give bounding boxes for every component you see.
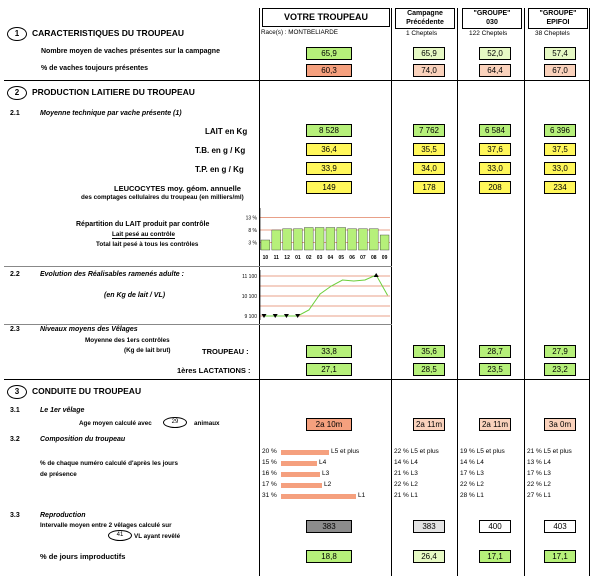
repartition-title: Répartition du LAIT produit par contrôle [76,221,210,228]
compo-groupe: 17 % L3 [460,470,484,477]
compo-votre-pct: 17 % [262,481,277,488]
line-ytick-label: 11 100 [242,274,257,280]
velages-sub1: Moyenne des 1ers contrôles [85,337,170,344]
evolution-point [387,295,388,296]
compo-votre-pct: 31 % [262,492,277,499]
header-groupe-epifoi-l2: EPIFOI [546,19,570,26]
header-groupe-030-cheptels: 122 Cheptels [469,30,508,37]
troupeau-label: TROUPEAU : [202,347,249,356]
evolution-line-chart [236,266,396,324]
compo-votre-label: L2 [324,481,332,488]
lactations-label: 1ères LACTATIONS : [177,366,251,375]
repro-groupe: 400 [479,520,511,533]
tb-groupe: 37,6 [479,143,511,156]
s1-row1-epifoi: 57,4 [544,47,576,60]
compo-bar [281,494,356,499]
compo-campagne: 22 % L5 et plus [394,448,439,455]
bar-xtick-label: 03 [316,255,323,261]
bar-xtick-label: 12 [284,255,290,261]
s3-2-number: 3.2 [10,436,20,443]
tp-groupe: 33,0 [479,162,511,175]
bar-mark [326,228,335,251]
compo-groupe: 28 % L1 [460,492,484,499]
s3-1-number: 3.1 [10,407,20,414]
compo-campagne: 14 % L4 [394,459,418,466]
troupeau-campagne: 35,6 [413,345,445,358]
tp-label: T.P. en g / Kg [195,165,244,174]
tb-epifoi: 37,5 [544,143,576,156]
bar-mark [337,228,346,251]
compo-groupe: 14 % L4 [460,459,484,466]
leuco-groupe: 208 [479,181,511,194]
s2-3-number: 2.3 [10,326,20,333]
compo-votre-label: L5 et plus [331,448,360,455]
evolution-title: Evolution des Réalisables ramenés adulte : [40,271,184,278]
compo-epifoi: 22 % L2 [527,481,551,488]
section-3-number: 3 [7,385,27,399]
section-1-number: 1 [7,27,27,41]
section-2-title: PRODUCTION LAITIERE DU TROUPEAU [32,87,195,97]
s2-2-number: 2.2 [10,271,20,278]
s1-row1-votre: 65,9 [306,47,352,60]
compo-epifoi: 21 % L5 et plus [527,448,572,455]
evolution-point [320,294,321,295]
bar-mark [369,229,378,250]
compo-bar [281,461,317,466]
bar-xtick-label: 06 [349,255,355,261]
age-count-oval: 29 [163,417,187,428]
header-campagne-l1: Campagne [407,10,443,17]
lactations-epifoi: 23,2 [544,363,576,376]
bar-mark [359,229,368,250]
bar-mark [272,230,281,250]
s1-row2-groupe: 64,4 [479,64,511,77]
lait-groupe: 6 584 [479,124,511,137]
velages-title: Niveaux moyens des Vêlages [40,326,138,333]
bar-xtick-label: 07 [360,255,366,261]
section-1-title: CARACTERISTIQUES DU TROUPEAU [32,28,185,38]
bar-xtick-label: 11 [273,255,279,261]
lait-epifoi: 6 396 [544,124,576,137]
compo-bar [281,472,320,477]
separator-3 [4,379,590,380]
leuco-campagne: 178 [413,181,445,194]
evolution-point [342,280,343,281]
repro-votre: 383 [306,520,352,533]
evolution-unit: (en Kg de lait / VL) [104,292,166,299]
troupeau-groupe: 28,7 [479,345,511,358]
bar-mark [294,229,303,250]
evolution-point [308,310,309,311]
tb-campagne: 35,5 [413,143,445,156]
s1-row2-epifoi: 67,0 [544,64,576,77]
bar-ytick-label: 13 % [245,215,257,222]
bar-xtick-label: 04 [327,255,334,261]
s1-row2-votre: 60,3 [306,64,352,77]
repro-epifoi: 403 [544,520,576,533]
s1-row1-label: Nombre moyen de vaches présentes sur la campagne [41,48,220,55]
lait-label: LAIT en Kg [205,127,248,136]
evolution-point-high [374,273,379,277]
age-campagne: 2a 11m [413,418,445,431]
s1-row2-label: % de vaches toujours présentes [41,65,148,72]
improd-votre: 18,8 [306,550,352,563]
bar-mark [283,229,292,250]
repartition-numerator: Lait pesé au contrôle [112,231,175,238]
line-ytick-label: 9 100 [244,314,257,320]
leuco-votre: 149 [306,181,352,194]
compo-campagne: 21 % L1 [394,492,418,499]
tb-votre: 36,4 [306,143,352,156]
s2-1-number: 2.1 [10,110,20,117]
compo-groupe: 19 % L5 et plus [460,448,505,455]
leuco-label: LEUCOCYTES moy. géom. annuelle [114,184,241,193]
bar-ytick-label: 8 % [248,228,257,234]
age-label-a: Age moyen calculé avec [79,420,152,427]
section-3-title: CONDUITE DU TROUPEAU [32,386,142,396]
s3-3-number: 3.3 [10,512,20,519]
repartition-bar-chart [236,206,396,264]
lait-campagne: 7 762 [413,124,445,137]
lait-votre: 8 528 [306,124,352,137]
header-groupe-030-l1: "GROUPE" [473,10,511,17]
troupeau-votre: 33,8 [306,345,352,358]
bar-mark [380,235,389,250]
improd-groupe: 17,1 [479,550,511,563]
compo-campagne: 21 % L3 [394,470,418,477]
header-groupe-030-l2: 030 [486,19,498,26]
header-race: Race(s) : MONTBELIARDE [261,29,338,36]
bar-xtick-label: 05 [338,255,345,261]
compo-votre-pct: 20 % [262,448,277,455]
repro-count-oval: 41 [108,530,132,541]
tp-campagne: 34,0 [413,162,445,175]
bar-xtick-label: 10 [262,255,269,261]
compo-votre-label: L3 [322,470,330,477]
s3-2-subtitle: Composition du troupeau [40,436,126,443]
evolution-series-line [264,275,387,316]
tp-votre: 33,9 [306,162,352,175]
age-groupe: 2a 11m [479,418,511,431]
s2-1-subtitle: Moyenne technique par vache présente (1) [40,110,182,117]
compo-bar [281,483,322,488]
bar-mark [304,228,313,251]
repro-campagne: 383 [413,520,445,533]
header-campagne-cheptels: 1 Cheptels [406,30,438,37]
evolution-point [364,280,365,281]
troupeau-epifoi: 27,9 [544,345,576,358]
evolution-point [353,281,354,282]
tp-epifoi: 33,0 [544,162,576,175]
compo-epifoi: 13 % L4 [527,459,551,466]
compo-epifoi: 27 % L1 [527,492,551,499]
compo-label-1: % de chaque numéro calculé d'après les jours [40,460,178,467]
header-groupe-030 [462,8,522,29]
compo-groupe: 22 % L2 [460,481,484,488]
header-groupe-epifoi-l1: "GROUPE" [539,10,577,17]
tb-label: T.B. en g / Kg [195,146,246,155]
bar-ytick-label: 3 % [248,240,257,247]
improd-campagne: 26,4 [413,550,445,563]
s1-row2-campagne: 74,0 [413,64,445,77]
bar-xtick-label: 09 [381,255,388,261]
age-votre: 2a 10m [306,418,352,431]
compo-votre-pct: 16 % [262,470,277,477]
bar-mark [348,229,357,250]
leuco-sublabel: des comptages cellulaires du troupeau (en milliers/ml) [81,194,244,201]
s1-row1-groupe: 52,0 [479,47,511,60]
age-label-b: animaux [194,420,220,427]
separator-2b [4,324,392,325]
line-ytick-label: 10 100 [241,294,257,300]
header-votre-label: VOTRE TROUPEAU [283,12,368,22]
s3-3-subtitle: Reproduction [40,512,86,519]
separator-1 [4,80,590,81]
bar-xtick-label: 02 [305,255,312,261]
compo-votre-label: L4 [319,459,327,466]
bar-mark [261,240,270,250]
improd-epifoi: 17,1 [544,550,576,563]
lactations-groupe: 23,5 [479,363,511,376]
repro-label-b: VL ayant revêlé [134,533,181,540]
header-campagne-l2: Précédente [406,19,444,26]
s1-row1-campagne: 65,9 [413,47,445,60]
bar-mark [315,228,324,251]
lactations-campagne: 28,5 [413,363,445,376]
compo-votre-pct: 15 % [262,459,277,466]
s3-1-subtitle: Le 1er vêlage [40,407,85,414]
repro-label-a: Intervalle moyen entre 2 vêlages calculé sur [40,522,172,529]
header-campagne [395,8,455,29]
velages-sub2: (Kg de lait brut) [124,347,171,354]
compo-label-2: de présence [40,471,77,478]
compo-campagne: 22 % L2 [394,481,418,488]
col-sep-3 [457,8,458,576]
section-2-number: 2 [7,86,27,100]
leuco-epifoi: 234 [544,181,576,194]
compo-epifoi: 17 % L3 [527,470,551,477]
lactations-votre: 27,1 [306,363,352,376]
repartition-denominator: Total lait pesé à tous les contrôles [96,241,199,248]
col-sep-4 [524,8,525,576]
header-votre-troupeau [262,8,390,27]
compo-bar [281,450,329,455]
age-epifoi: 3a 0m [544,418,576,431]
bar-xtick-label: 01 [295,255,301,261]
header-groupe-epifoi-cheptels: 38 Cheptels [535,30,570,37]
bar-xtick-label: 08 [370,255,377,261]
header-groupe-epifoi [528,8,588,29]
evolution-point [331,286,332,287]
col-sep-5 [589,8,590,576]
improd-label: % de jours improductifs [40,552,126,561]
compo-votre-label: L1 [358,492,366,499]
